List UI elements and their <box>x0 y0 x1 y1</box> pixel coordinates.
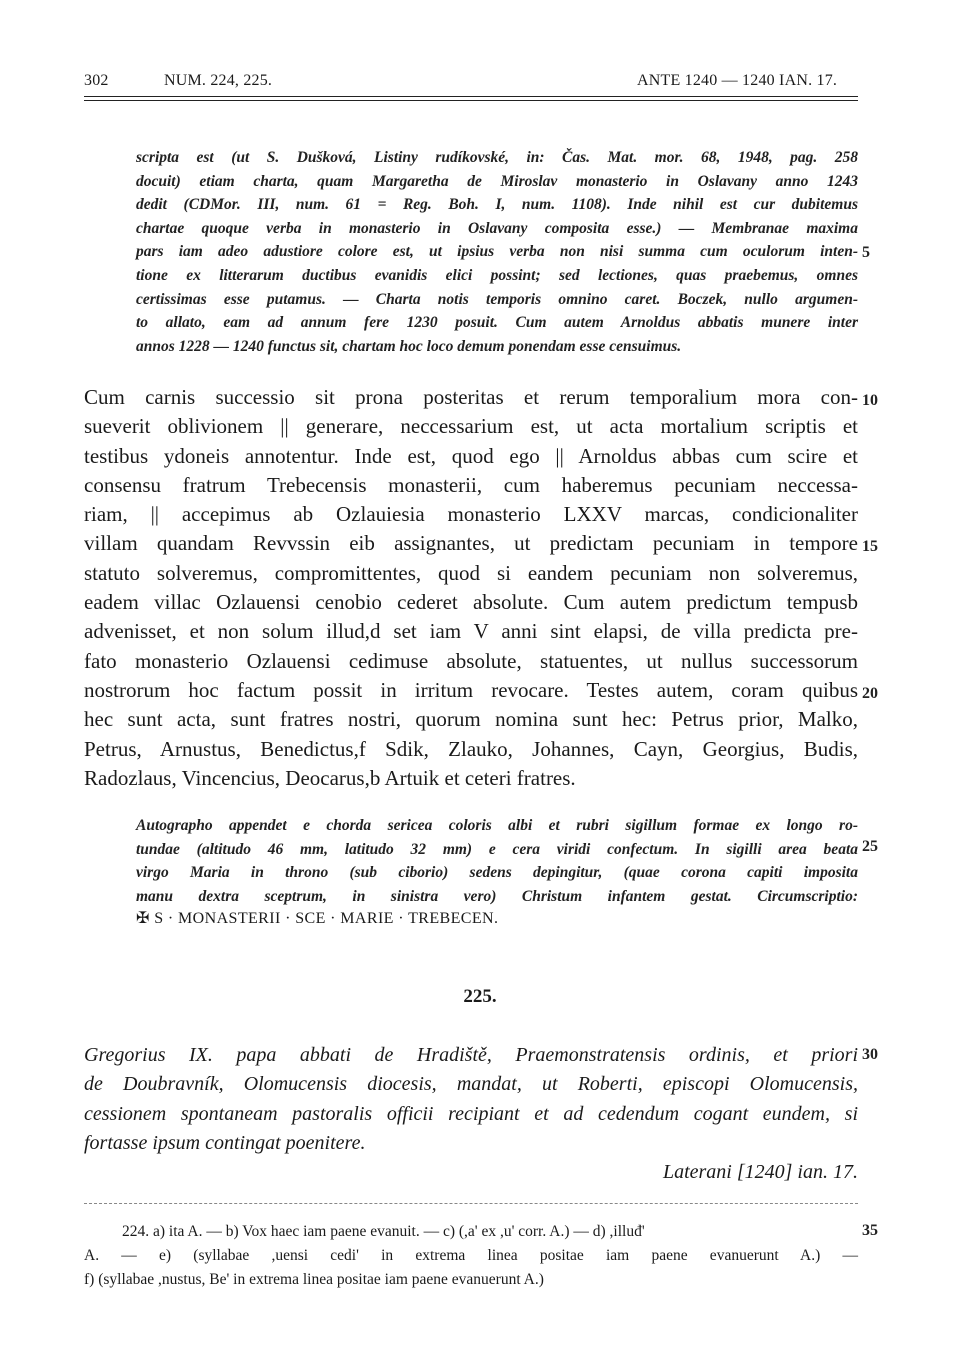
note-line: to allato, eam ad annum fere 1230 posuit. Cum autem Arnoldus abbatis munere inter <box>136 314 858 332</box>
document-numbers: NUM. 224, 225. <box>164 72 273 89</box>
line-number: 15 <box>862 538 878 555</box>
footnote-rule <box>84 1203 858 1204</box>
note-line: certissimas esse putamus. — Charta notis temporis omnino caret. Boczek, nullo argumen- <box>136 290 858 308</box>
charter-line: hec sunt acta, sunt fratres nostri, quorum nomina sunt hec: Petrus prior, Malko, <box>84 707 858 732</box>
charter-line: Petrus, Arnustus, Benedictus,f Sdik, Zlauko, Johannes, Cayn, Georgius, Budis, <box>84 736 858 761</box>
running-header <box>84 72 858 94</box>
charter-line: advenisset, et non solum illud,d set iam V anni sint elapsi, de villa predicta pre- <box>84 619 858 644</box>
line-number: 10 <box>862 392 878 409</box>
note-line: scripta est (ut S. Dušková, Listiny rudíkovské, in: Čas. Mat. mor. 68, 1948, pag. 258 <box>136 149 858 166</box>
charter-line: Radozlaus, Vincencius, Deocarus,b Artuik et ceteri fratres. <box>84 765 576 790</box>
charter-line: villam quandam Revvssin eib assignantes, ut predictam pecuniam in tempore <box>84 531 858 556</box>
note-line: Autographo appendet e chorda sericea coloris albi et rubri sigillum formae ex longo ro- <box>136 817 858 834</box>
charter-line: consensu fratrum Trebecensis monasterii, cum haberemus pecuniam neccessa- <box>84 472 858 497</box>
line-number: 20 <box>862 685 878 702</box>
charter-line: eadem villac Ozlauensi cenobio cederet absolute. Cum autem predictum tempusb <box>84 590 858 615</box>
charter-line: nostrorum hoc factum possit in irritum revocare. Testes autem, coram quibus <box>84 677 858 702</box>
footnote-line: A. — e) (syllabae ,uensi cedi' in extrema linea positae iam paene evanuerunt A.) — <box>84 1247 858 1264</box>
charter-line: sueverit oblivionem || generare, neccessarium est, ut acta mortalium scriptis et <box>84 414 858 439</box>
header-rule-top <box>84 96 858 97</box>
intro-note <box>136 146 858 358</box>
note-line: tione ex litterarum ductibus evanidis elici possint; sed lectiones, quas praebemus, omnes <box>136 266 858 284</box>
header-rule-bottom <box>84 100 858 101</box>
line-number: 25 <box>862 838 878 855</box>
document-number: 225. <box>463 986 497 1007</box>
charter-line: fato monasterio Ozlauensi cedimuse absolute, statuentes, ut nullus successorum <box>84 648 858 673</box>
seal-inscription: ✠ S · MONASTERII · SCE · MARIE · TREBECEN. <box>136 910 499 927</box>
note-line: manu dextra sceptrum, in sinistra vero) Christum infantem gestat. Circumscriptio: <box>136 887 858 905</box>
regest <box>84 1041 858 1158</box>
footnote-line: f) (syllabae ,nustus, Be' in extrema linea positae iam paene evanuerunt A.) <box>84 1271 544 1288</box>
page-number: 302 <box>84 72 109 89</box>
regest-line: cessionem spontaneam pastoralis officii recipiant et ad cedendum cogant eundem, si <box>84 1102 858 1125</box>
place-date: Laterani [1240] ian. 17. <box>662 1161 858 1183</box>
charter-line: statuto solveremus, compromittentes, quod si eandem pecuniam non solveremus, <box>84 560 858 585</box>
note-line: chartae quoque verba in monasterio in Oslavany composita esse.) — Membranae maxima <box>136 219 858 237</box>
note-line: tundae (altitudo 46 mm, latitudo 32 mm) e cera viridi confectum. In sigilli area beata <box>136 840 858 858</box>
charter-text <box>84 383 858 793</box>
note-line: annos 1228 — 1240 functus sit, chartam hoc loco demum ponendam esse censuimus. <box>136 337 682 355</box>
seal-note <box>136 814 858 908</box>
regest-line: fortasse ipsum contingat poenitere. <box>84 1131 366 1154</box>
footnote-line: 224. a) ita A. — b) Vox haec iam paene evanuit. — c) (,a' ex ,u' corr. A.) — d) ,illuđ' <box>122 1223 645 1240</box>
charter-line: Cum carnis successio sit prona posteritas et rerum temporalium mora con- <box>84 385 858 409</box>
note-line: dedit (CDMor. III, num. 61 = Reg. Boh. I, num. 1108). Inde nihil est cur dubitemus <box>136 196 858 214</box>
regest-line: Gregorius IX. papa abbati de Hradiště, Praemonstratensis ordinis, et priori <box>84 1044 858 1066</box>
note-line: docuit) etiam charta, quam Margaretha de Miroslav monasterio in Oslavany anno 1243 <box>136 172 858 190</box>
charter-line: riam, || accepimus ab Ozlauiesia monasterio LXXV marcas, condicionaliter <box>84 502 858 527</box>
header-date: ANTE 1240 — 1240 IAN. 17. <box>637 72 838 89</box>
note-line: virgo Maria in throno (sub ciborio) sedens depingitur, (quae corona capiti imposita <box>136 864 858 882</box>
note-line: pars iam adeo adustiore colore est, ut ipsius verba non nisi summa cum oculorum inten- <box>136 243 858 261</box>
charter-line: testibus ydoneis annotentur. Inde est, quod ego || Arnoldus abbas cum scire et <box>84 443 858 468</box>
footnotes <box>84 1220 858 1292</box>
regest-line: de Doubravník, Olomucensis diocesis, mandat, ut Roberti, episcopi Olomucensis, <box>84 1073 858 1096</box>
line-number: 30 <box>862 1046 878 1063</box>
line-number: 35 <box>862 1222 878 1239</box>
line-number: 5 <box>862 244 870 261</box>
